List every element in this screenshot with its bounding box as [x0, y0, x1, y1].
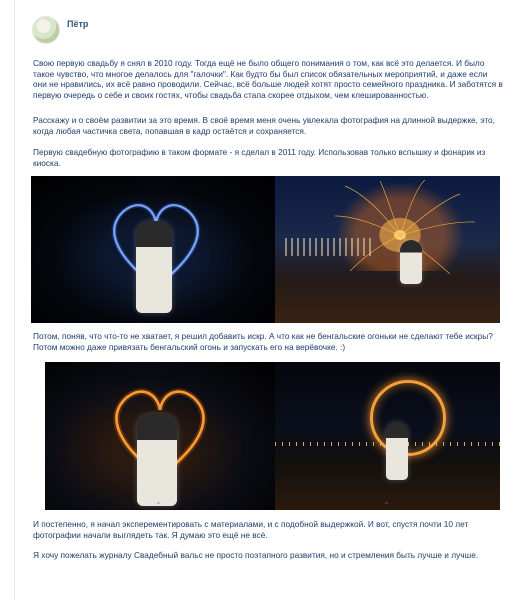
fence: [285, 238, 375, 256]
caret-up-icon: ^: [157, 502, 160, 508]
post-paragraph-3: Первую свадебную фотографию в таком формате - я сделал в 2011 году. Использовав только вспышку и фонарик из киоска.: [33, 147, 486, 168]
spark-ring: [370, 380, 446, 456]
photo-spark-ring[interactable]: [275, 362, 500, 510]
author-avatar[interactable]: [33, 17, 59, 43]
post-paragraph-1: Свою первую свадьбу я снял в 2010 году. Тогда ещё не было общего понимания о том, как всё это делается. И было такое чувство, что многое делалось для "галочки". Как будто бы был список обязательных мероприятий, и даже если они не нравились, их всё равно проводили. Сейчас, всё больше людей хотят просто семейного праздника. И заботятся в первую очередь о себе и своих гостях, чтобы свадьба стала скорее отдыхом, чем клешированностью.: [33, 58, 503, 100]
post-paragraph-2: Расскажу и о своём развитии за это время. В своё время меня очень увлекала фотография на длинной выдержке, это, когда любая частичка света, попавшая в кадр остаётся и сохраняется.: [33, 115, 495, 136]
couple-figure-small: [386, 422, 408, 480]
couple-figure: [137, 414, 177, 506]
post-paragraph-6: Я хочу пожелать журналу Свадебный вальс не просто поэтапного развития, но и стремления быть лучше и лучше.: [33, 550, 479, 560]
caret-up-icon: ^: [385, 502, 388, 508]
photo-orange-heart[interactable]: [45, 362, 275, 510]
couple-figure: [136, 221, 172, 313]
couple-figure-small: [400, 240, 422, 284]
post-paragraph-4: Потом, поняв, что что-то не хватает, я решил добавить искр. А что как не бенгальские огоньки не сделают тебе искры? Потом можно даже привязать бенгальский огонь и запускать его на верёвочке. :): [33, 331, 493, 352]
post-paragraph-5: И постепенно, я начал эксперементировать с материалами, и с подобной выдержкой. И вот, спустя почти 10 лет фотографии начали выглядеть так. Я думаю это ещё не всё.: [33, 519, 469, 540]
author-name[interactable]: Пётр: [67, 19, 89, 29]
photo-blue-heart[interactable]: [31, 176, 275, 323]
post-card: [14, 0, 520, 600]
photo-steel-wool-sparks[interactable]: [275, 176, 500, 323]
